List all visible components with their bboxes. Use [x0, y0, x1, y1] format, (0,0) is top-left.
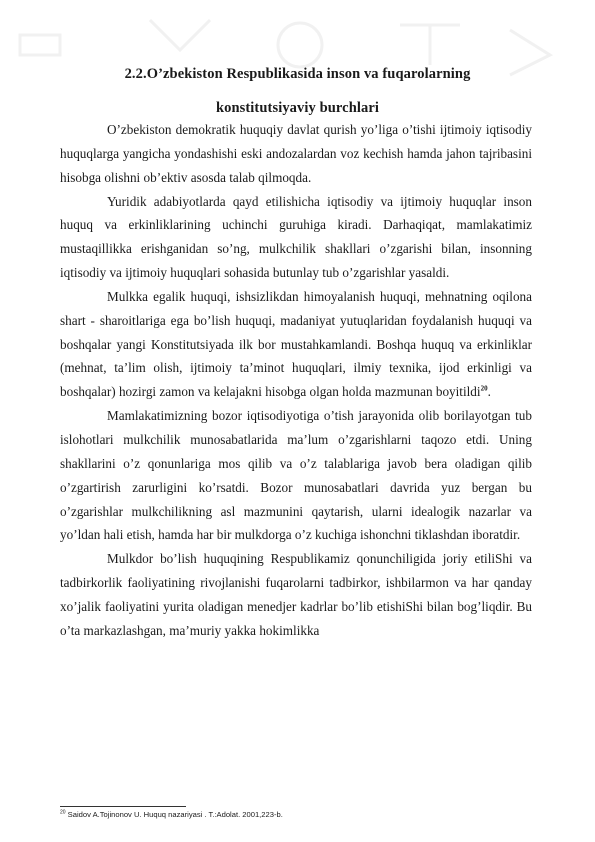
footnote-number: 20 [60, 809, 66, 816]
paragraph: Yuridik adabiyotlarda qayd etilishicha iqtisodiy va ijtimoiy huquqlar inson huquq va erkinliklarining uchinchi guruhiga kiradi. Darhaqiqat, mamlakatimiz mustaqillikka erishganidan so’ng, mulkchilik shakllari o’zgarishi bilan, insonning iqtisodiy va ijtimoiy huquqlari sohasida butunlay tub o’zgarishlar yasaldi. [60, 193, 532, 281]
paragraph-text: Mulkka egalik huquqi, ishsizlikdan himoyalanish huquqi, mehnatning oqilona shart - sharoitlariga ega bo’lish huquqi, madaniyat yutuqlaridan foydalanish huquqi va boshqalar yangi Konstitutsiyada ilk bor mustahkamlandi. Boshqa huquq va erkinliklar (mehnat, ta’lim olish, ijtimoiy ta’minot huquqlari, ilmiy texnika, ijod erkinligi va boshqalar) hozirgi zamon va kelajakni hisobga olgan holda mazmunan boyitildi [60, 288, 532, 400]
paragraph [60, 285, 532, 404]
paragraph: Mulkdor bo’lish huquqining Respublikamiz qonunchiligida joriy etiliShi va tadbirkorlik faoliyatining rivojlanishi fuqarolarni tadbirkor, ishbilarmon va har qanday xo’jalik faoliyatini yurita oladigan menedjer kadrlar bo’lib etishiShi bilan bog’liqdir. Bu o’ta markazlashgan, ma’muriy yakka hokimlikka [60, 551, 532, 638]
footnote-reference[interactable]: 20 [480, 384, 488, 393]
paragraph: O’zbekiston demokratik huquqiy davlat qurish yo’liga o’tishi ijtimoiy iqtisodiy huquqlarga yangicha yondashishi eski andozalardan voz kechish hamda jahon tajribasini hisobga olishni ob’ektiv asosda talab qilmoqda. [60, 122, 532, 185]
paragraph: Mamlakatimizning bozor iqtisodiyotiga o’tish jarayonida olib borilayotgan tub islohotlari mulkchilik munosabatlarida ma’lum o’zgarishlarni taqozo etdi. Uning shakllarini o’z qonunlariga mos qilib va o’z talablariga javob bera oladigan qilib o’zgartirish zarurligini ko’rsatdi. Bozor munosabatlari davrida yuz bergan bu o’zgarishlar mulkchilikning asl mazmunini qaytarish, ularni idealogik nazarlar va yo’ldan hali etish, hamda har bir mulkdorga o’z kuchiga ishonchni tiklashdan iboratdir. [60, 408, 532, 543]
paragraph-tail: . [487, 384, 491, 400]
section-title-line-1: 2.2.O’zbekiston Respublikasida inson va fuqarolarning [124, 66, 471, 82]
body-text [60, 118, 532, 643]
footnote-text: Saidov A.Tojinonov U. Huquq nazariyasi . T.:Adolat. 2001,223-b. [65, 810, 283, 819]
section-title-line-2: konstitutsiyaviy burchlari [215, 100, 380, 116]
footnote [60, 810, 540, 819]
footnote-divider [60, 806, 186, 807]
